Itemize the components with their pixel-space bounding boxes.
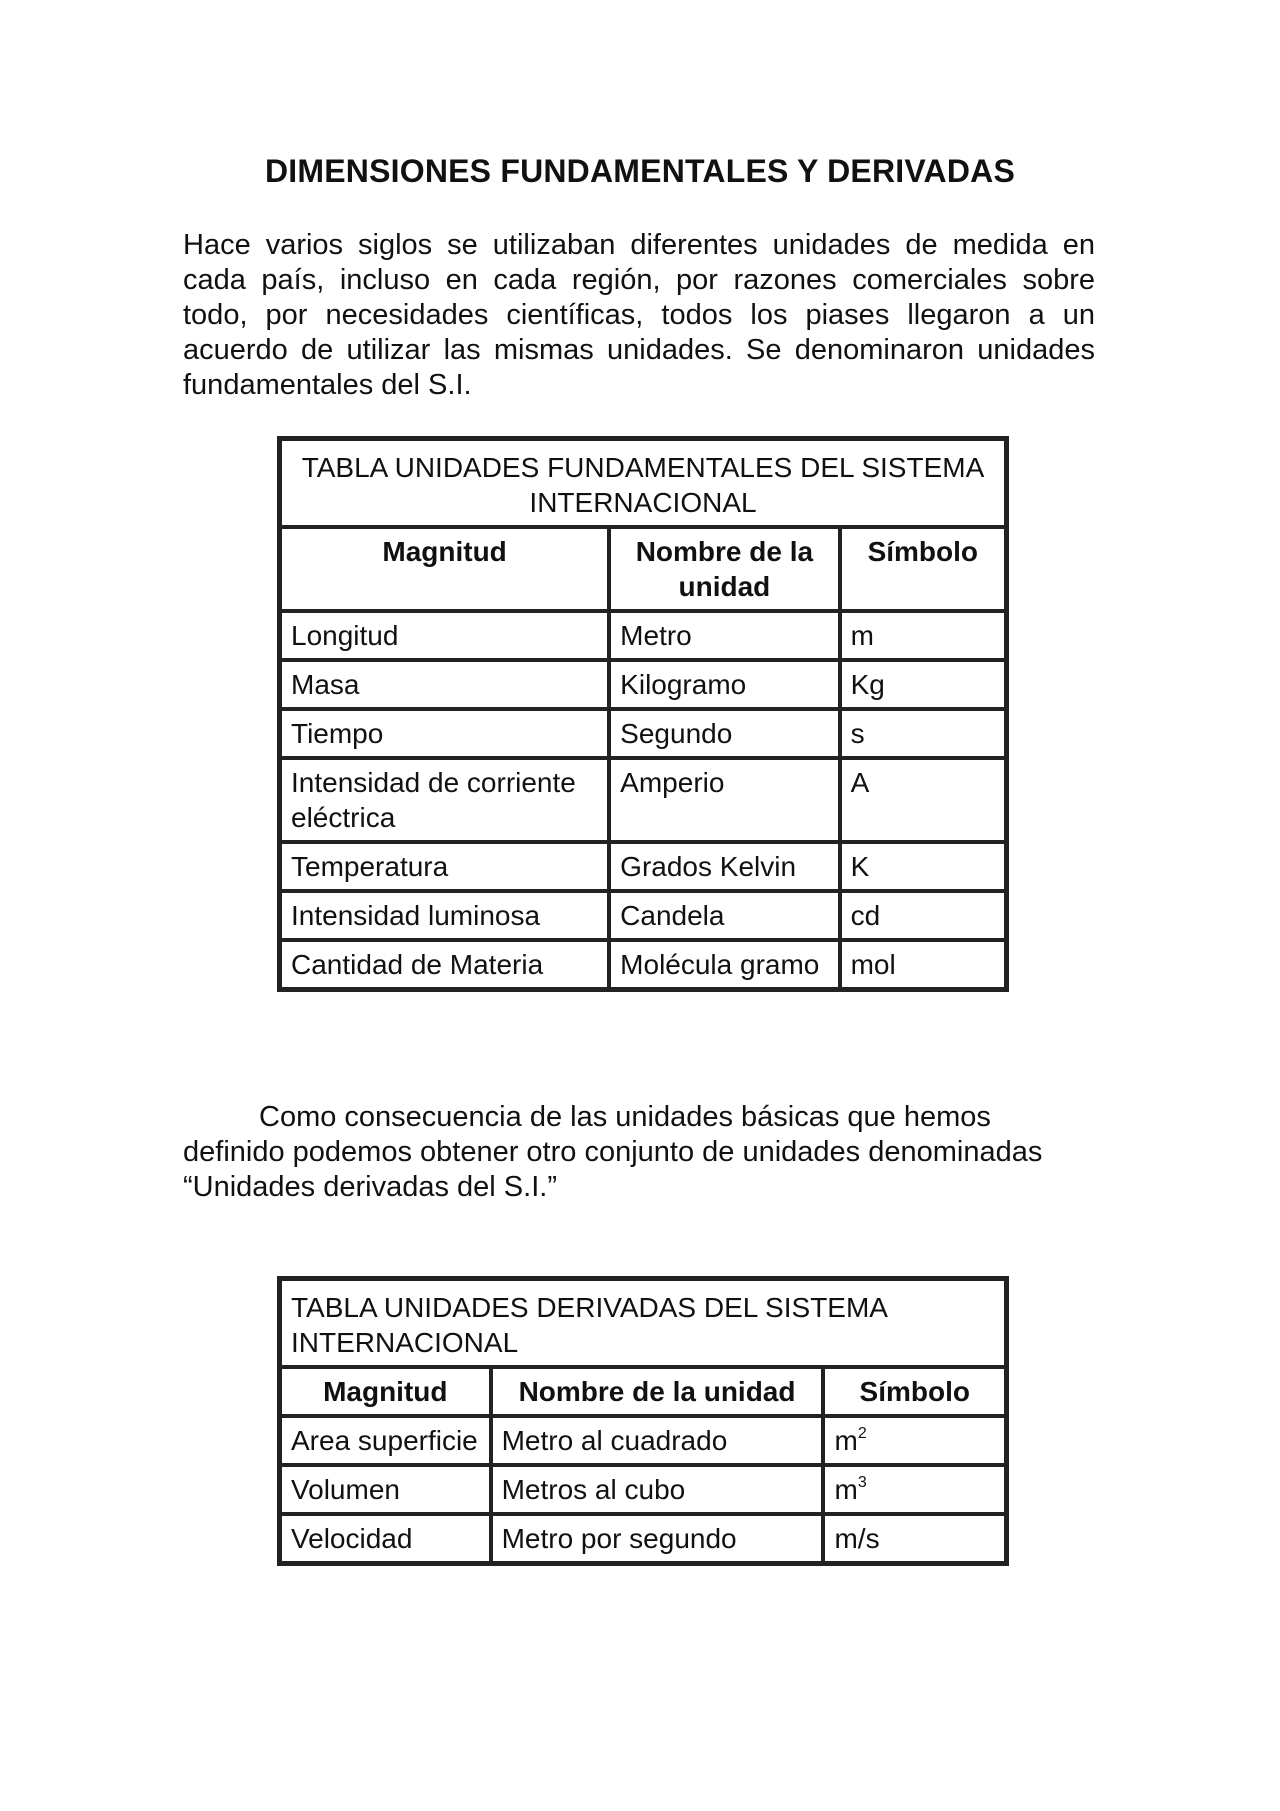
column-header-nombre: Nombre de la unidad <box>609 527 839 611</box>
cell-magnitud: Area superficie <box>280 1416 491 1465</box>
table-row <box>280 709 1006 758</box>
fundamental-units-table <box>277 436 1009 992</box>
page-title: DIMENSIONES FUNDAMENTALES Y DERIVADAS <box>265 153 1015 189</box>
derived-units-table <box>277 1276 1009 1566</box>
table-row <box>280 758 1006 842</box>
cell-nombre: Grados Kelvin <box>609 842 839 891</box>
column-header-magnitud: Magnitud <box>280 527 609 611</box>
cell-simbolo: mol <box>840 940 1006 989</box>
cell-simbolo: K <box>840 842 1006 891</box>
cell-simbolo <box>823 1465 1006 1514</box>
cell-magnitud: Cantidad de Materia <box>280 940 609 989</box>
symbol-exponent: 2 <box>857 1425 867 1442</box>
table-row <box>280 891 1006 940</box>
cell-nombre: Molécula gramo <box>609 940 839 989</box>
table-caption: TABLA UNIDADES DERIVADAS DEL SISTEMA INTERNACIONAL <box>280 1279 1006 1367</box>
cell-magnitud: Masa <box>280 660 609 709</box>
table-row <box>280 1416 1006 1465</box>
cell-nombre: Kilogramo <box>609 660 839 709</box>
table-caption: TABLA UNIDADES FUNDAMENTALES DEL SISTEMA INTERNACIONAL <box>280 439 1006 527</box>
derived-intro-paragraph: Como consecuencia de las unidades básicas que hemos definido podemos obtener otro conjunto de unidades denominadas “Unidades derivadas del S.I.” <box>183 1101 1043 1203</box>
symbol-base: m/s <box>834 1523 880 1554</box>
intro-paragraph: Hace varios siglos se utilizaban diferentes unidades de medida en cada país, incluso en cada región, por razones comerciales sobre todo, por necesidades científicas, todos los piases llegaron a un acuerdo de utilizar las mismas unidades. Se denominaron unidades fundamentales del S.I. <box>183 229 1095 401</box>
cell-simbolo: m <box>840 611 1006 660</box>
table-row <box>280 842 1006 891</box>
cell-simbolo: s <box>840 709 1006 758</box>
cell-magnitud: Intensidad luminosa <box>280 891 609 940</box>
symbol-base: m <box>834 1474 858 1505</box>
column-header-nombre: Nombre de la unidad <box>491 1367 824 1416</box>
table-row <box>280 660 1006 709</box>
cell-simbolo: A <box>840 758 1006 842</box>
cell-simbolo: cd <box>840 891 1006 940</box>
table-row <box>280 1465 1006 1514</box>
cell-nombre: Amperio <box>609 758 839 842</box>
symbol-base: m <box>834 1425 858 1456</box>
cell-magnitud: Longitud <box>280 611 609 660</box>
column-header-magnitud: Magnitud <box>280 1367 491 1416</box>
cell-magnitud: Temperatura <box>280 842 609 891</box>
column-header-simbolo: Símbolo <box>840 527 1006 611</box>
column-header-simbolo: Símbolo <box>823 1367 1006 1416</box>
table-row <box>280 1514 1006 1563</box>
cell-magnitud: Intensidad de corriente eléctrica <box>280 758 609 842</box>
cell-magnitud: Velocidad <box>280 1514 491 1563</box>
cell-nombre: Metro por segundo <box>491 1514 824 1563</box>
table-row <box>280 611 1006 660</box>
cell-simbolo: Kg <box>840 660 1006 709</box>
cell-nombre: Segundo <box>609 709 839 758</box>
table-row <box>280 940 1006 989</box>
cell-magnitud: Volumen <box>280 1465 491 1514</box>
cell-nombre: Metro <box>609 611 839 660</box>
cell-nombre: Candela <box>609 891 839 940</box>
cell-nombre: Metros al cubo <box>491 1465 824 1514</box>
cell-simbolo <box>823 1416 1006 1465</box>
cell-simbolo <box>823 1514 1006 1563</box>
cell-magnitud: Tiempo <box>280 709 609 758</box>
cell-nombre: Metro al cuadrado <box>491 1416 824 1465</box>
symbol-exponent: 3 <box>857 1474 867 1491</box>
